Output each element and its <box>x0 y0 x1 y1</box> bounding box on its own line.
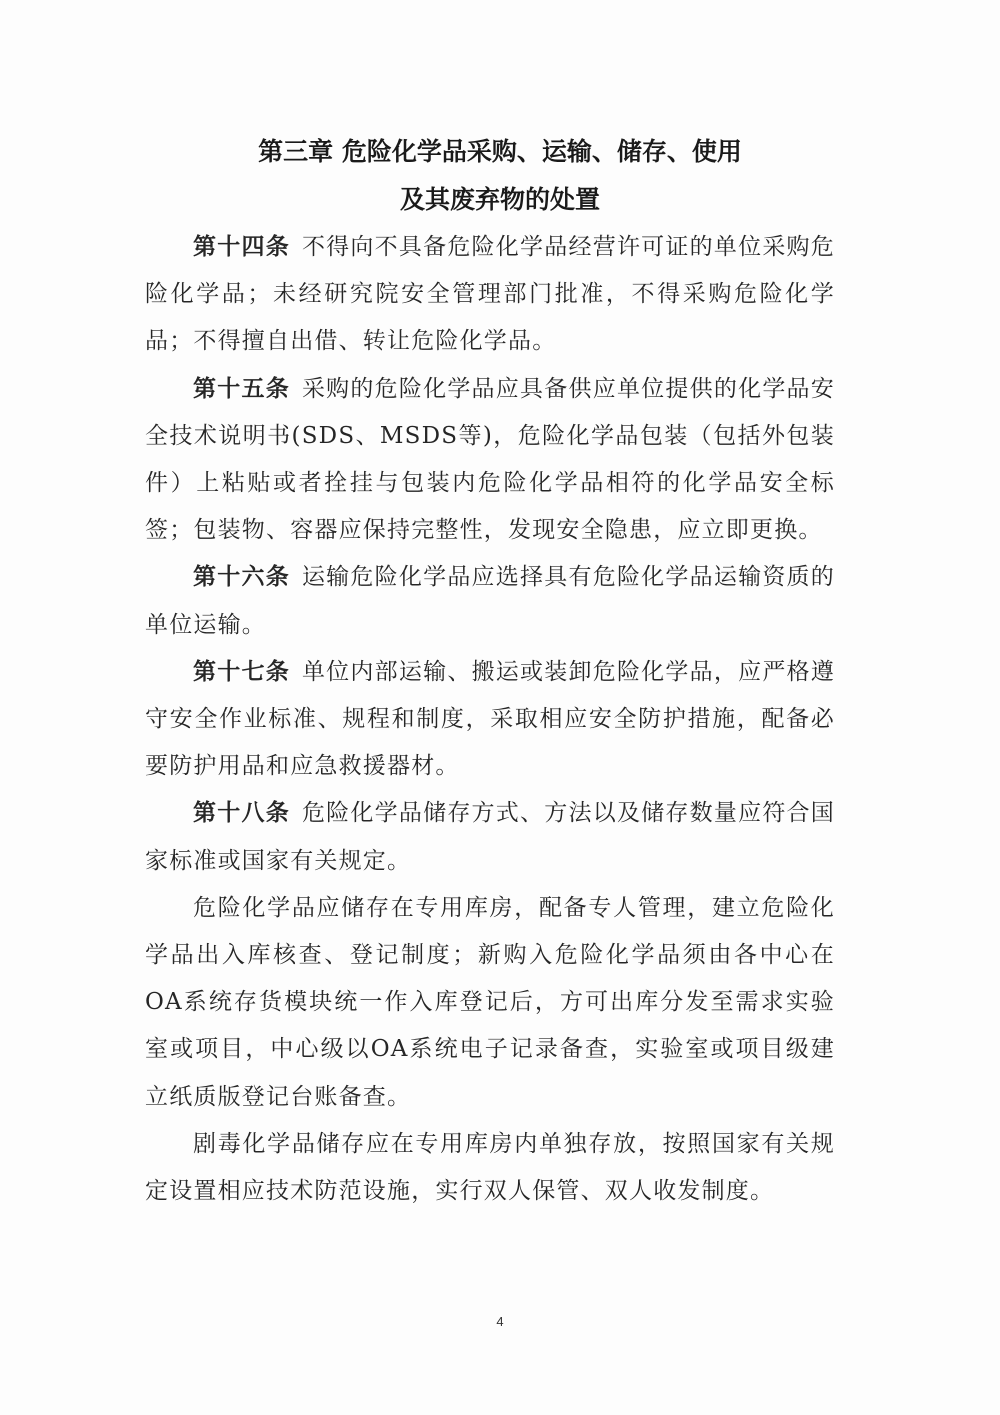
article-number: 第十四条 <box>193 234 290 260</box>
paragraph-text: 运输危险化学品应选择具有危险化学品运输资质的单位运输。 <box>145 564 835 638</box>
chapter-title-line-1: 第三章 危险化学品采购、运输、储存、使用 <box>258 137 742 166</box>
paragraph-text: 危险化学品应储存在专用库房，配备专人管理，建立危险化学品出入库核查、登记制度；新购入危险化学品须由各中心在OA系统存货模块统一作入库登记后，方可出库分发至需求实验室或项目，中心级以OA系统电子记录备查，实验室或项目级建立纸质版登记台账备查。 <box>145 894 835 1110</box>
article-14-paragraph <box>145 224 835 366</box>
article-15-paragraph <box>145 366 835 555</box>
article-number: 第十八条 <box>193 800 290 827</box>
page-number: 4 <box>496 1314 504 1329</box>
paragraph-text: 采购的危险化学品应具备供应单位提供的化学品安全技术说明书(SDS、MSDS等)，危险化学品包装（包括外包装件）上粘贴或者拴挂与包装内危险化学品相符的化学品安全标签；包装物、容器应保持完整性，发现安全隐患，应立即更换。 <box>145 375 835 544</box>
article-16-paragraph <box>145 554 835 648</box>
article-18-paragraph <box>145 790 835 884</box>
article-number: 第十五条 <box>193 375 290 402</box>
body-text <box>145 224 835 1215</box>
paragraph-text: 剧毒化学品储存应在专用库房内单独存放，按照国家有关规定设置相应技术防范设施，实行双人保管、双人收发制度。 <box>145 1130 835 1205</box>
chapter-title <box>0 128 1000 224</box>
article-number: 第十七条 <box>193 658 290 685</box>
chapter-title-line-2: 及其废弃物的处置 <box>399 185 600 214</box>
article-17-paragraph <box>145 649 835 791</box>
storage-paragraph <box>145 885 835 1121</box>
paragraph-text: 危险化学品储存方式、方法以及储存数量应符合国家标准或国家有关规定。 <box>145 800 835 874</box>
paragraph-text: 单位内部运输、搬运或装卸危险化学品，应严格遵守安全作业标准、规程和制度，采取相应安全防护措施，配备必要防护用品和应急救援器材。 <box>145 658 835 780</box>
toxic-storage-paragraph <box>145 1121 835 1215</box>
article-number: 第十六条 <box>193 564 290 591</box>
paragraph-text: 不得向不具备危险化学品经营许可证的单位采购危险化学品；未经研究院安全管理部门批准，不得采购危险化学品；不得擅自出借、转让危险化学品。 <box>145 234 835 355</box>
